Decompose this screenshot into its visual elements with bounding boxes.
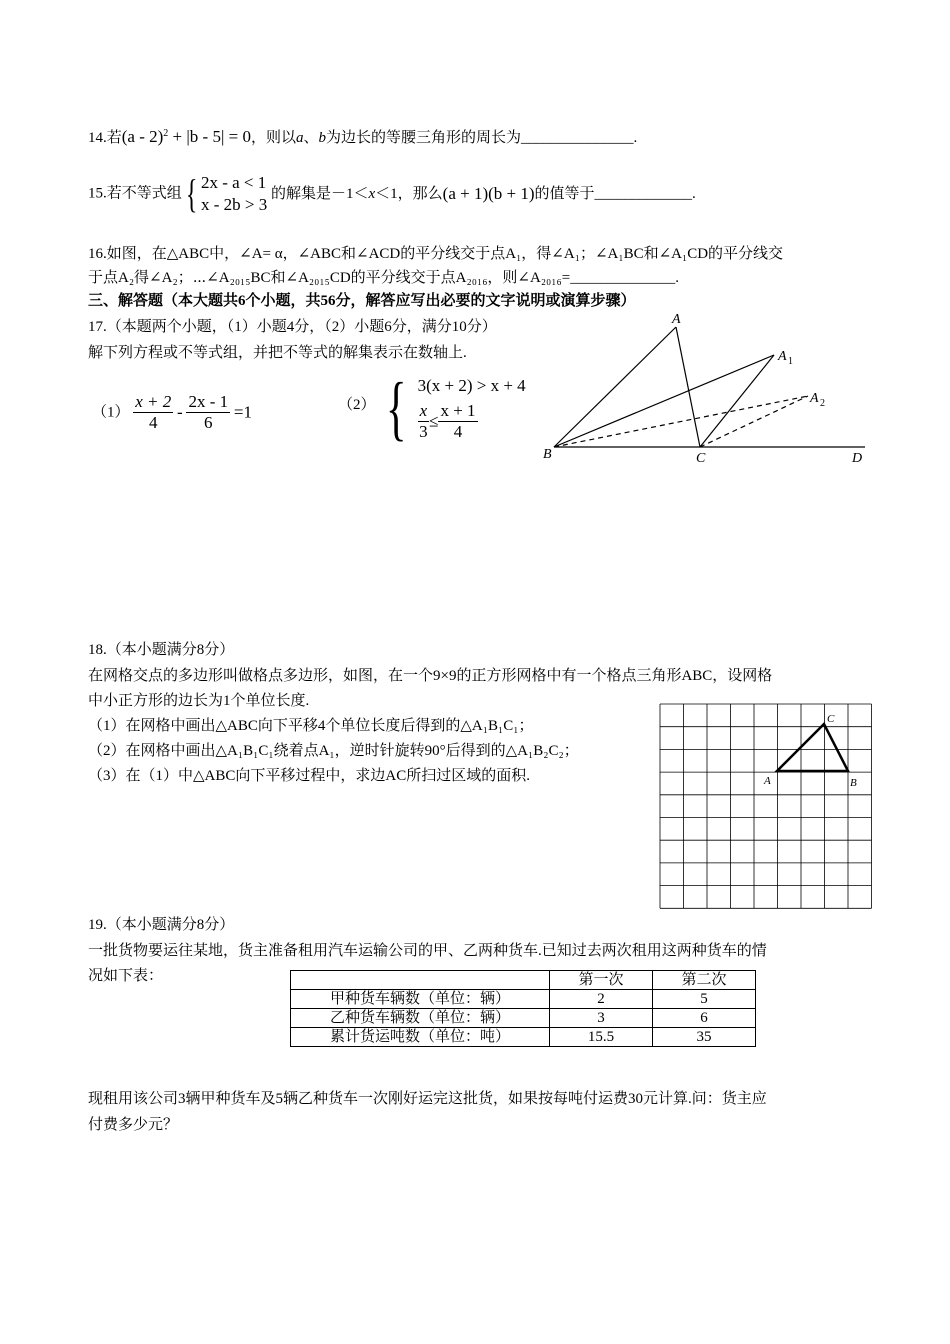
q19-para4: 付费多少元？	[88, 1117, 179, 1133]
section-3-title: 三、解答题（本大题共6个小题，共56分，解答应写出必要的文字说明或演算步骤）	[88, 293, 636, 309]
q17-p2-line2	[418, 401, 526, 442]
table-cell: 甲种货车辆数（单位：辆）	[291, 990, 550, 1009]
q15-system	[201, 172, 267, 216]
q17-p2-num1: x	[419, 400, 428, 420]
q18-header: 18.（本小题满分8分）	[88, 642, 235, 658]
q18-para1: 在网格交点的多边形叫做格点多边形，如图，在一个9×9的正方形网格中有一个格点三角形ABC，设网格	[88, 668, 773, 684]
fig-label-d: D	[852, 451, 863, 466]
q14-formula-b: + |b - 5| = 0	[168, 127, 251, 146]
q17-part2	[338, 368, 526, 448]
q14-text-2: 为边长的等腰三角形的周长为_______________.	[325, 130, 638, 146]
q17-p2-line1: 3(x + 2) > x + 4	[417, 375, 526, 395]
q14-var-a: a	[295, 130, 304, 146]
q15-ineq1: 2x - a < 1	[200, 173, 267, 192]
grid-label-b: B	[850, 777, 857, 789]
q15-prefix: 15.若不等式组	[88, 185, 182, 202]
q17-header: 17.（本题两个小题，（1）小题4分，（2）小题6分，满分10分）	[88, 319, 497, 335]
q17-p2-system	[418, 375, 526, 442]
line-ba2	[554, 396, 808, 447]
fig-label-b: B	[543, 447, 552, 462]
q17-p1-den2: 6	[204, 413, 213, 433]
q18-item3: （3）在（1）中△ABC向下平移过程中，求边AC所扫过区域的面积.	[88, 768, 530, 784]
q19-table	[290, 970, 756, 1047]
fig-label-c: C	[696, 451, 706, 466]
q18-item2: （2）在网格中画出△A₁B₁C₁绕着点A₁，逆时针旋转90°后得到的△A₁B₂C₂；	[88, 743, 579, 759]
table-cell: 3	[550, 1009, 653, 1028]
table-cell: 5	[653, 990, 756, 1009]
table-cell: 2	[550, 990, 653, 1009]
q14-sep: 、	[303, 130, 319, 146]
q17-instruction: 解下列方程或不等式组，并把不等式的解集表示在数轴上.	[88, 345, 467, 361]
table-cell: 35	[653, 1028, 756, 1047]
table-cell: 6	[653, 1009, 756, 1028]
grid-label-a: A	[764, 775, 771, 787]
q18-para2: 中小正方形的边长为1个单位长度.	[88, 693, 310, 709]
line-ca1	[700, 355, 774, 447]
q17-p1-num2: 2x - 1	[188, 392, 229, 412]
q14-text-1: ，则以	[250, 130, 296, 146]
line-ba1	[554, 355, 774, 447]
q17-p1-eq: =1	[233, 402, 252, 422]
q17-p1-frac1	[133, 392, 173, 433]
q17-p1-frac2	[186, 392, 230, 433]
grid-9x9	[658, 702, 874, 910]
q17-p2-frac2	[438, 401, 477, 442]
question-15	[88, 172, 696, 216]
q15-text-1: 的解集是－1＜	[270, 186, 369, 202]
q17-p1-den1: 4	[149, 413, 158, 433]
table-header-row	[291, 971, 756, 990]
q19-para2: 况如下表：	[88, 968, 164, 984]
line-ba	[554, 327, 676, 447]
q17-p1-minus: -	[177, 402, 183, 422]
grid-label-c: C	[827, 713, 835, 725]
q17-p2-label: （2）	[338, 397, 376, 413]
table-row	[291, 990, 756, 1009]
fig-label-a1-sub: 1	[788, 356, 793, 367]
grid-lines	[660, 704, 872, 908]
fig-label-a1: A	[778, 349, 787, 364]
table-cell: 累计货运吨数（单位：吨）	[291, 1028, 550, 1047]
q15-text-3: 的值等于_____________.	[534, 186, 696, 202]
q19-para3: 现租用该公司3辆甲种货车及5辆乙种货车一次刚好运完这批货，如果按每吨付运费30元计算.问：货主应	[88, 1091, 767, 1107]
q17-p1-num1: x + 2	[135, 392, 172, 412]
q14-var-b: b	[318, 130, 326, 146]
q14-sup: 2	[163, 128, 169, 139]
q15-ineq2: x - 2b > 3	[200, 195, 268, 214]
q19-para1: 一批货物要运往某地，货主准备租用汽车运输公司的甲、乙两种货车.已知过去两次租用这两种货车的情	[88, 943, 767, 959]
question-14	[88, 124, 637, 148]
q17-p2-frac1	[418, 401, 430, 442]
table-row	[291, 1028, 756, 1047]
q17-p2-den2: 4	[453, 421, 463, 441]
q17-p1-label: （1）	[92, 404, 130, 421]
q14-formula-a: (a - 2)	[121, 127, 164, 146]
table-header-cell	[291, 971, 550, 990]
triangle-abc	[777, 724, 848, 771]
question-16-line2: 于点A₂得∠A₂；⋯∠A₂₀₁₅BC和∠A₂₀₁₅CD的平分线交于点A₂₀₁₆，则∠A₂₀₁₆=______________.	[88, 270, 679, 286]
table-cell: 乙种货车辆数（单位：辆）	[291, 1009, 550, 1028]
line-ca2	[700, 396, 808, 447]
q19-header: 19.（本小题满分8分）	[88, 917, 235, 933]
table-header-cell: 第一次	[550, 971, 653, 990]
fig-label-a2: A	[810, 391, 819, 406]
q18-item1: （1）在网格中画出△ABC向下平移4个单位长度后得到的△A₁B₁C₁；	[88, 718, 534, 734]
q15-text-2: ＜1，那么	[375, 186, 443, 202]
q17-part1	[92, 392, 252, 433]
fig-label-a: A	[672, 312, 681, 327]
q17-p2-leq: ≤	[429, 411, 439, 430]
table-cell: 15.5	[550, 1028, 653, 1047]
question-16-line1: 16.如图，在△ABC中，∠A= α，∠ABC和∠ACD的平分线交于点A₁，得∠A₁；∠A₁BC和∠A₁CD的平分线交	[88, 246, 784, 262]
q15-var-x: x	[368, 186, 376, 202]
q14-prefix: 14.若	[88, 130, 122, 146]
q17-p2-brace: {	[386, 368, 407, 448]
q17-p2-num2: x + 1	[440, 400, 476, 420]
q17-p2-den1: 3	[419, 421, 428, 441]
figure-angle-bisectors	[540, 310, 870, 470]
fig-label-a2-sub: 2	[820, 398, 825, 409]
q15-brace: {	[185, 171, 198, 216]
table-header-cell: 第二次	[653, 971, 756, 990]
table-row	[291, 1009, 756, 1028]
q15-expr: (a + 1)(b + 1)	[442, 184, 535, 203]
